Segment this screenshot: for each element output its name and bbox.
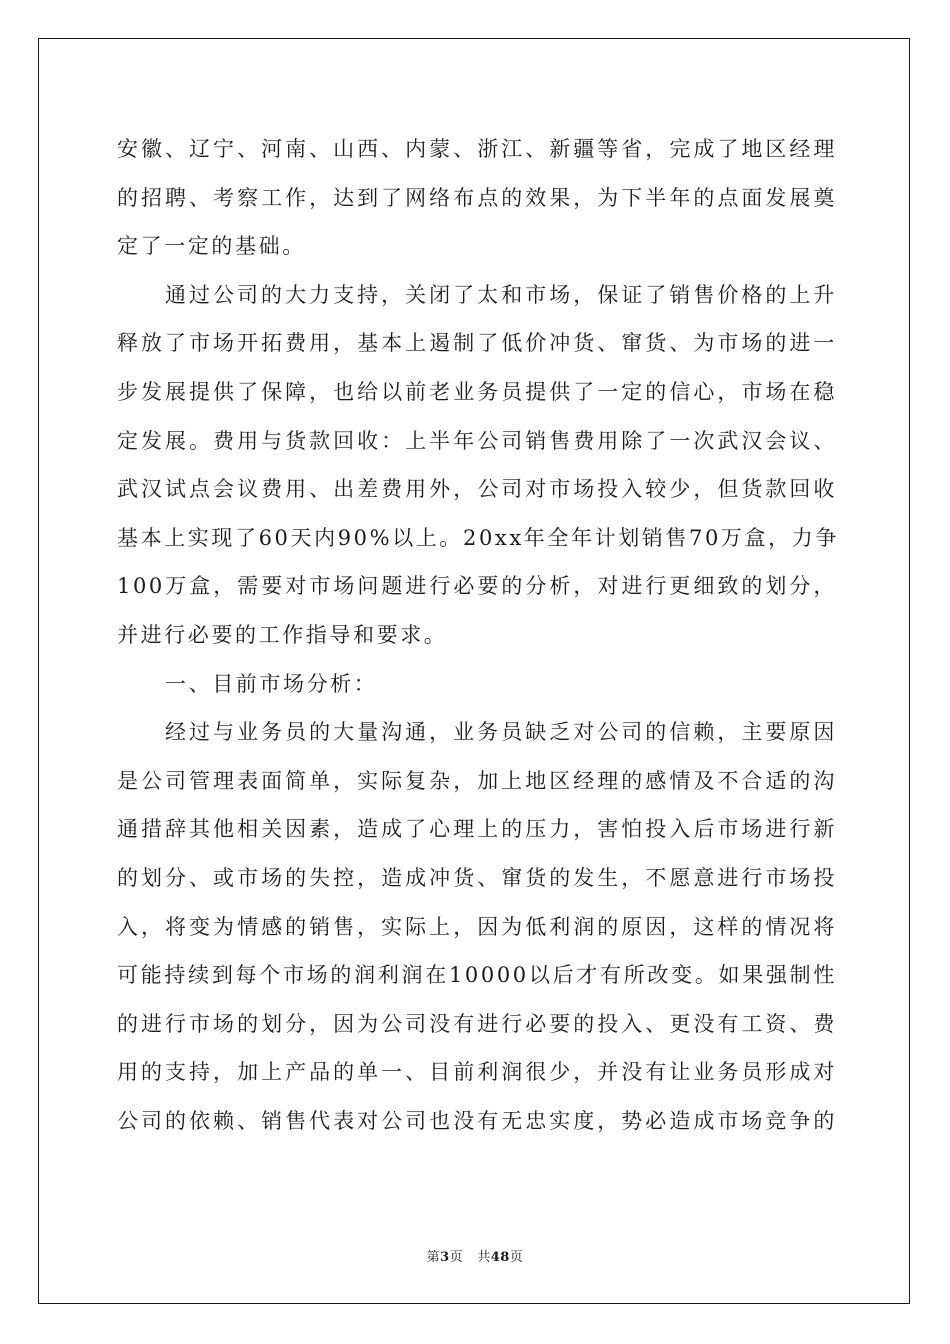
- text-line: 是公司管理表面简单，实际复杂，加上地区经理的感情及不合适的沟: [117, 768, 837, 793]
- text-line: 经过与业务员的大量沟通，业务员缺乏对公司的信赖，主要原因: [165, 720, 837, 745]
- text-line: 公司的依赖、销售代表对公司也没有无忠实度，势必造成市场竞争的: [117, 1108, 837, 1133]
- text-line: 释放了市场开拓费用，基本上遏制了低价冲货、窜货、为市场的进一: [117, 331, 837, 356]
- page-prefix: 第: [426, 1250, 441, 1265]
- page-current: 3: [440, 1250, 450, 1265]
- page-suffix: 页: [449, 1250, 464, 1265]
- page-footer: [0, 1246, 950, 1265]
- text-line: 的进行市场的划分，因为公司没有进行必要的投入、更没有工资、费: [117, 1011, 837, 1036]
- text-line: 安徽、辽宁、河南、山西、内蒙、浙江、新疆等省，完成了地区经理: [117, 137, 837, 161]
- text-line: 定了一定的基础。: [117, 234, 306, 259]
- text-line: 入，将变为情感的销售，实际上，因为低利润的原因，这样的情况将: [117, 914, 837, 939]
- document-body: [117, 125, 837, 1145]
- section-heading: 一、目前市场分析：: [165, 671, 378, 696]
- text-line: 用的支持，加上产品的单一、目前利润很少，并没有让业务员形成对: [117, 1060, 837, 1085]
- text-line: 通措辞其他相关因素，造成了心理上的压力，害怕投入后市场进行新: [117, 817, 837, 842]
- text-line: 定发展。费用与货款回收：上半年公司销售费用除了一次武汉会议、: [117, 428, 837, 453]
- text-line: 步发展提供了保障，也给以前老业务员提供了一定的信心，市场在稳: [117, 379, 837, 404]
- text-line: 基本上实现了60天内90%以上。20xx年全年计划销售70万盒，力争: [117, 525, 839, 550]
- text-line: 可能持续到每个市场的润利润在10000以后才有所改变。如果强制性: [117, 963, 837, 988]
- page-total: 48: [490, 1250, 510, 1265]
- text-line: 的招聘、考察工作，达到了网络布点的效果，为下半年的点面发展奠: [117, 185, 837, 210]
- text-line: 100万盒，需要对市场问题进行必要的分析，对进行更细致的划分，: [117, 574, 837, 599]
- text-line: 通过公司的大力支持，关闭了太和市场，保证了销售价格的上升: [165, 282, 837, 307]
- text-line: 武汉试点会议费用、出差费用外，公司对市场投入较少，但货款回收: [117, 477, 837, 502]
- total-prefix: 共: [477, 1250, 491, 1265]
- text-line: 并进行必要的工作指导和要求。: [117, 622, 448, 647]
- total-suffix: 页: [509, 1250, 524, 1265]
- text-line: 的划分、或市场的失控，造成冲货、窜货的发生，不愿意进行市场投: [117, 865, 837, 890]
